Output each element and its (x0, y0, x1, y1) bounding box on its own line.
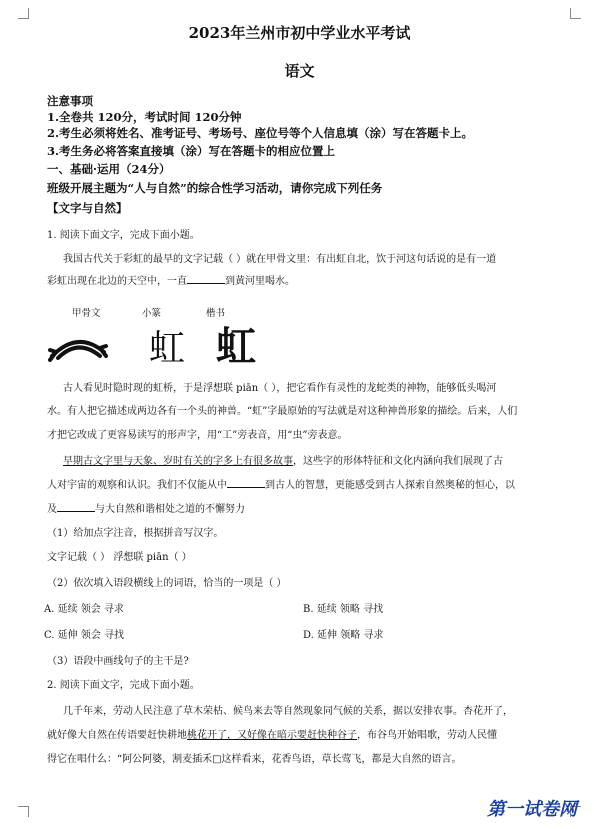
underlined-sentence: 早期古文字里与天象、岁时有关的字多上有很多故事 (63, 456, 293, 467)
q1-para2-line1: 古人看见时隐时现的虹桥，于是浮想联 piān（ ），把它看作有灵性的龙蛇类的神物，能够低头喝河 (63, 383, 497, 394)
crop-mark-top-right (570, 8, 581, 19)
seal-script-glyph: 虹 (149, 328, 186, 368)
option-b[interactable]: B. 延续 领略 寻找 (303, 604, 384, 615)
notice-item-3: 3.考生务必将答案直接填（涂）写在答题卡的相应位置上 (47, 144, 336, 158)
glyph-label-oracle: 甲骨文 (72, 308, 101, 319)
q1-para3-line1: 早期古文字里与天象、岁时有关的字多上有很多故事，这些字的形体特征和文化内涵向我们展现了古 (63, 456, 503, 467)
q1-sub3: （3）语段中画线句子的主干是? (47, 656, 189, 667)
q1-para2-line3: 才把它改成了更容易读写的形声字，用“工”旁表音，用“虫”旁表意。 (47, 430, 348, 441)
crop-mark-top-left (18, 8, 29, 19)
glyph-label-regular: 楷书 (206, 308, 226, 319)
notice-item-1: 1.全卷共 120分，考试时间 120分钟 (47, 110, 242, 124)
section-intro: 班级开展主题为“人与自然”的综合性学习活动，请你完成下列任务 (47, 181, 383, 195)
underlined-sentence-2: 桃花开了，又好像在暗示要赶快种谷子 (187, 730, 357, 741)
option-c[interactable]: C. 延伸 领会 寻找 (44, 630, 125, 641)
crop-mark-bottom-left (18, 806, 29, 817)
q1-para1-line2: 彩虹出现在北边的天空中，一直 到黄河里喝水。 (47, 276, 295, 287)
q1-sub1-answers: 文字记载（ ） 浮想联 piān（ ） (47, 552, 192, 563)
q1-para3-line3: 及 与大自然和谐相处之道的不懈努力 (47, 504, 245, 515)
oracle-bone-rainbow-glyph (50, 342, 106, 360)
exam-title: 2023年兰州市初中学业水平考试 (188, 24, 411, 42)
q2-line3: 得它在唱什么：“阿公阿婆，割麦插禾□这样看来，花香鸟语，草长莺飞，都是大自然的语言。 (47, 754, 462, 765)
fill-blank-1[interactable] (187, 274, 225, 284)
subject-title: 语文 (284, 62, 315, 80)
option-d[interactable]: D. 延伸 领略 寻求 (303, 630, 384, 641)
q1-sub2: （2）依次填入语段横线上的词语，恰当的一项是（ ） (47, 578, 287, 589)
q2-line1: 几千年来，劳动人民注意了草木荣枯、候鸟来去等自然现象同气候的关系，据以安排农事。杏花开了， (63, 706, 513, 717)
section-title: 一、基础·运用（24分） (47, 162, 171, 176)
q2-prompt: 2. 阅读下面文字，完成下面小题。 (47, 680, 200, 691)
watermark-logo: 第一试卷网 (487, 799, 577, 820)
fill-blank-2[interactable] (227, 478, 265, 488)
q1-para3-line2: 人对宇宙的观察和认识。我们不仅能从中 到古人的智慧，更能感受到古人探索自然奥秘的恒心，以 (47, 480, 515, 491)
q2-line2: 就好像大自然在传语要赶快耕地桃花开了，又好像在暗示要赶快种谷子，布谷鸟开始唱歌，劳动人民懂 (47, 730, 497, 741)
notice-item-2: 2.考生必须将姓名、准考证号、考场号、座位号等个人信息填（涂）写在答题卡上。 (47, 126, 474, 140)
rainbow-glyphs-image (44, 322, 284, 368)
q1-para2-line2: 水。有人把它描述成两边各有一个头的神兽。“虹”字最原始的写法就是对这种神兽形象的描绘。后来，人们 (47, 406, 518, 417)
q1-para1-line1: 我国古代关于彩虹的最早的文字记载（ ）就在甲骨文里：有出虹自北，饮于河这句话说的是有一道 (63, 254, 497, 265)
option-a[interactable]: A. 延续 领会 寻求 (44, 604, 124, 615)
fill-blank-3[interactable] (57, 502, 95, 512)
notice-heading: 注意事项 (47, 94, 93, 108)
section-subheading: 【文字与自然】 (47, 201, 128, 215)
glyph-label-seal: 小篆 (142, 308, 162, 319)
regular-script-glyph: 虹 (216, 323, 256, 368)
q1-sub1: （1）给加点字注音，根据拼音写汉字。 (47, 528, 224, 539)
q1-prompt: 1. 阅读下面文字，完成下面小题。 (47, 230, 200, 241)
